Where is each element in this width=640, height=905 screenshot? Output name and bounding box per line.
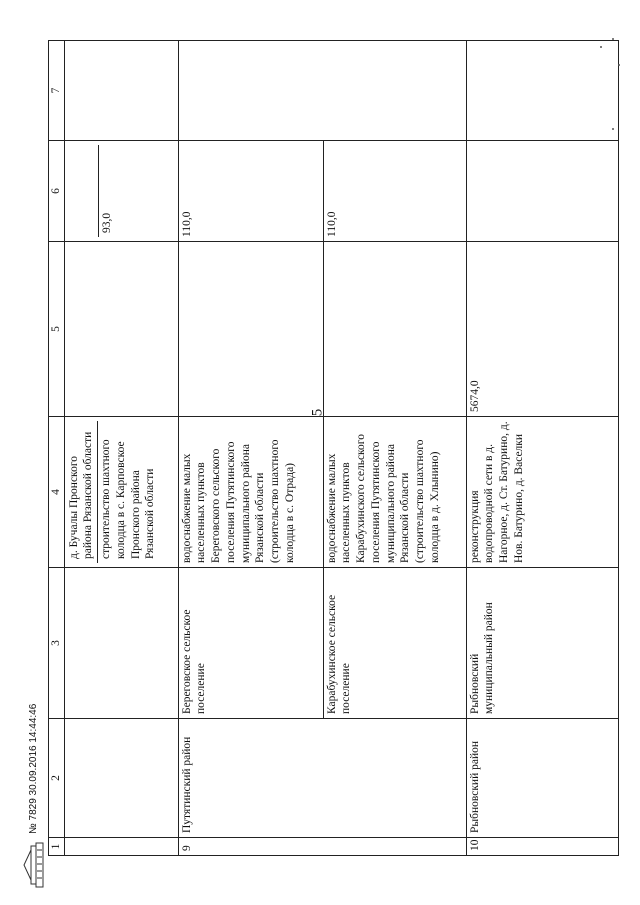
amount-cell-5: 5674,0 bbox=[466, 242, 618, 417]
table-row bbox=[64, 41, 178, 856]
column-header: 2 bbox=[49, 719, 65, 838]
note-cell bbox=[64, 41, 178, 141]
object-cell: водоснабжение малых населенных пунктов Береговского сельского поселения Путятинского муниципального района Рязанской области (строительство шахтного колодца в с. Отрада) bbox=[178, 417, 323, 568]
district-cell: Рыбновский район bbox=[466, 719, 618, 838]
building-emblem-icon bbox=[22, 842, 44, 888]
row-number-cell: 9 bbox=[178, 838, 466, 856]
object-cell: водоснабжение малых населенных пунктов Карабухинского сельского поселения Путятинского муниципального района Рязанской области (строительство шахтного колодца в д. Хлынино) bbox=[323, 417, 466, 568]
registration-footer bbox=[22, 704, 44, 888]
district-cell bbox=[64, 719, 178, 838]
column-header: 7 bbox=[49, 41, 65, 141]
note-cell bbox=[466, 41, 618, 141]
column-header: 5 bbox=[49, 242, 65, 417]
amount-cell-6: 110,0 bbox=[178, 141, 323, 242]
district-cell: Путятинский район bbox=[178, 719, 466, 838]
amount-cell-5 bbox=[64, 242, 178, 417]
note-cell bbox=[178, 41, 466, 141]
amount-cell-6: 110,0 bbox=[323, 141, 466, 242]
column-header: 4 bbox=[49, 417, 65, 568]
registration-stamp: № 7829 30.09.2016 14:44:46 bbox=[27, 703, 39, 834]
row-number-cell bbox=[64, 838, 178, 856]
table-header-row bbox=[49, 41, 65, 856]
page-number: 5 bbox=[309, 408, 326, 417]
scan-speck bbox=[600, 46, 602, 48]
document-table-sheet bbox=[48, 41, 616, 856]
amount-cell-6 bbox=[466, 141, 618, 242]
scan-speck bbox=[618, 64, 620, 66]
object-cell bbox=[64, 417, 178, 568]
object-text: д. Бучалы Пронского района Рязанской области bbox=[66, 421, 98, 563]
settlement-cell: Карабухинское сельское поселение bbox=[323, 568, 466, 719]
funding-table bbox=[48, 40, 619, 856]
settlement-cell bbox=[64, 568, 178, 719]
object-text: строительство шахтного колодца в с. Карповское Пронского района Рязанской области bbox=[100, 439, 157, 559]
column-header: 3 bbox=[49, 568, 65, 719]
object-cell: реконструкция водопроводной сети в д. Нагорное, д. Ст. Батурино, д. Нов. Батурино, д. Васелки bbox=[466, 417, 618, 568]
scan-speck bbox=[612, 128, 614, 130]
amount-spacer bbox=[66, 145, 99, 237]
settlement-cell: Рыбновский муниципальный район bbox=[466, 568, 618, 719]
column-header: 1 bbox=[49, 838, 65, 856]
table-row bbox=[178, 41, 323, 856]
amount-cell-6 bbox=[64, 141, 178, 242]
table-row bbox=[466, 41, 618, 856]
amount-cell-5 bbox=[178, 242, 323, 417]
row-number-cell: 10 bbox=[466, 838, 618, 856]
amount-value: 93,0 bbox=[100, 212, 113, 233]
scan-speck bbox=[612, 38, 614, 40]
amount-cell-5 bbox=[323, 242, 466, 417]
column-header: 6 bbox=[49, 141, 65, 242]
settlement-cell: Береговское сельское поселение bbox=[178, 568, 323, 719]
